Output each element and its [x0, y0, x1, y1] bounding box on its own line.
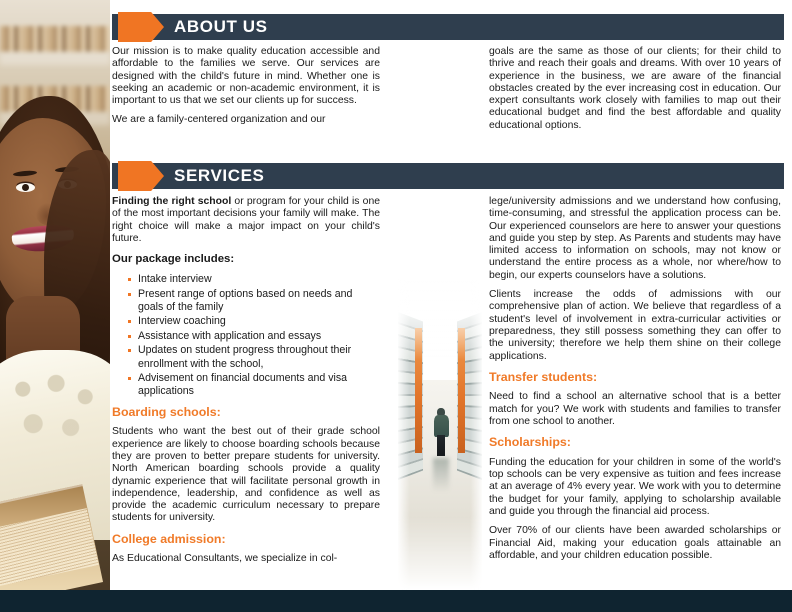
transfer-students-paragraph: Need to find a school an alternative school that is a better match for you? We work with students and families to transfer from one school to another.	[489, 391, 781, 427]
list-item: Present range of options based on needs and goals of the family	[128, 288, 380, 315]
about-us-left-column	[112, 46, 380, 127]
scholarships-paragraph: Funding the education for your children in some of the world's top schools can be very expensive as tuition and fees increase at an average of 4% every year. We work with you to determine the budget for your family, applying to scholarship available and guide you through the financial aid process.	[489, 456, 781, 517]
college-admission-continued: lege/university admissions and we understand how confusing, time-consuming, and stressful the application process can be. Our experienced counselors are here to answer your questions and guide you step by step. As Parents and students may have limited access to information on schools, may not know or understand the entire process as a whole, nor where/how to begin, our experts counselors have a solutions.	[489, 196, 781, 281]
boarding-schools-heading: Boarding schools:	[112, 404, 221, 419]
background-shelf	[0, 52, 110, 65]
list-item: Intake interview	[128, 273, 380, 286]
about-paragraph: Our mission is to make quality education accessible and affordable to the families we serve. Our services are designed with the child's future in mind. Whether one is seeking an academic or non-academic environment, it is important to us that we set our clients up for success.	[112, 46, 380, 107]
about-paragraph: We are a family-centered organization and our	[112, 114, 326, 126]
chevron-right-icon	[118, 12, 164, 42]
about-us-title: ABOUT US	[174, 17, 268, 36]
list-item: Interview coaching	[128, 315, 380, 328]
closing-paragraph: Over 70% of our clients have been awarded scholarships or Financial Aid, making your education goals attainable an affordable, and your children education possible.	[489, 525, 781, 561]
list-item: Advisement on financial documents and visa applications	[128, 372, 380, 399]
transfer-students-heading: Transfer students:	[489, 369, 598, 384]
chevron-right-icon	[118, 161, 164, 191]
services-right-column	[489, 196, 781, 562]
boarding-schools-paragraph: Students who want the best out of their grade school experience are likely to choose boarding schools because they are proven to better prepare students for university. North American boarding schools provide a quality dynamic experience that will facilitate personal growth in independence, leadership, and confidence as well as provide the academic curriculum necessary to prepare students for university.	[112, 426, 380, 524]
college-admission-heading: College admission:	[112, 531, 226, 546]
library-aisle-photo	[398, 190, 482, 590]
eye	[16, 183, 35, 192]
scholarships-heading: Scholarships:	[489, 435, 571, 450]
list-item: Assistance with application and essays	[128, 330, 380, 343]
about-us-section-bar	[112, 14, 784, 40]
services-intro-bold: Finding the right school	[112, 196, 232, 207]
about-us-right-column	[489, 46, 781, 132]
background-books	[0, 26, 110, 52]
list-item: Updates on student progress throughout their enrollment with the school,	[128, 344, 380, 371]
photo-fade-sides	[398, 190, 482, 590]
clients-paragraph: Clients increase the odds of admissions with our comprehensive plan of action. We believe that regardless of a student's level of involvement in extra-curricular activities or preparedness, they still possess something they can offer to the university; therefore we help them shine on their college applications.	[489, 289, 781, 362]
services-intro-paragraph	[112, 196, 380, 245]
about-paragraph: goals are the same as those of our clients; for their child to thrive and reach their goals and dreams. With over 10 years of experience in the business, we are aware of the financial obstacles created by the ever increasing cost in education. Our expert consultants work closely with families to map out their educational budget and find the best affordable and quality educational options.	[489, 46, 781, 131]
college-admission-paragraph: As Educational Consultants, we specialize in col-	[112, 553, 338, 565]
package-list	[112, 273, 380, 399]
services-title: SERVICES	[174, 166, 265, 185]
package-heading: Our package includes:	[112, 253, 235, 266]
lace-detail	[2, 368, 106, 464]
left-student-photo	[0, 0, 110, 590]
services-left-column	[112, 196, 380, 566]
services-section-bar	[112, 163, 784, 189]
services-intro-rest: or program for your child is one of the most important decisions your family will make. The right choice will make a major impact on your child's future.	[112, 196, 381, 244]
footer-bar	[0, 590, 792, 612]
